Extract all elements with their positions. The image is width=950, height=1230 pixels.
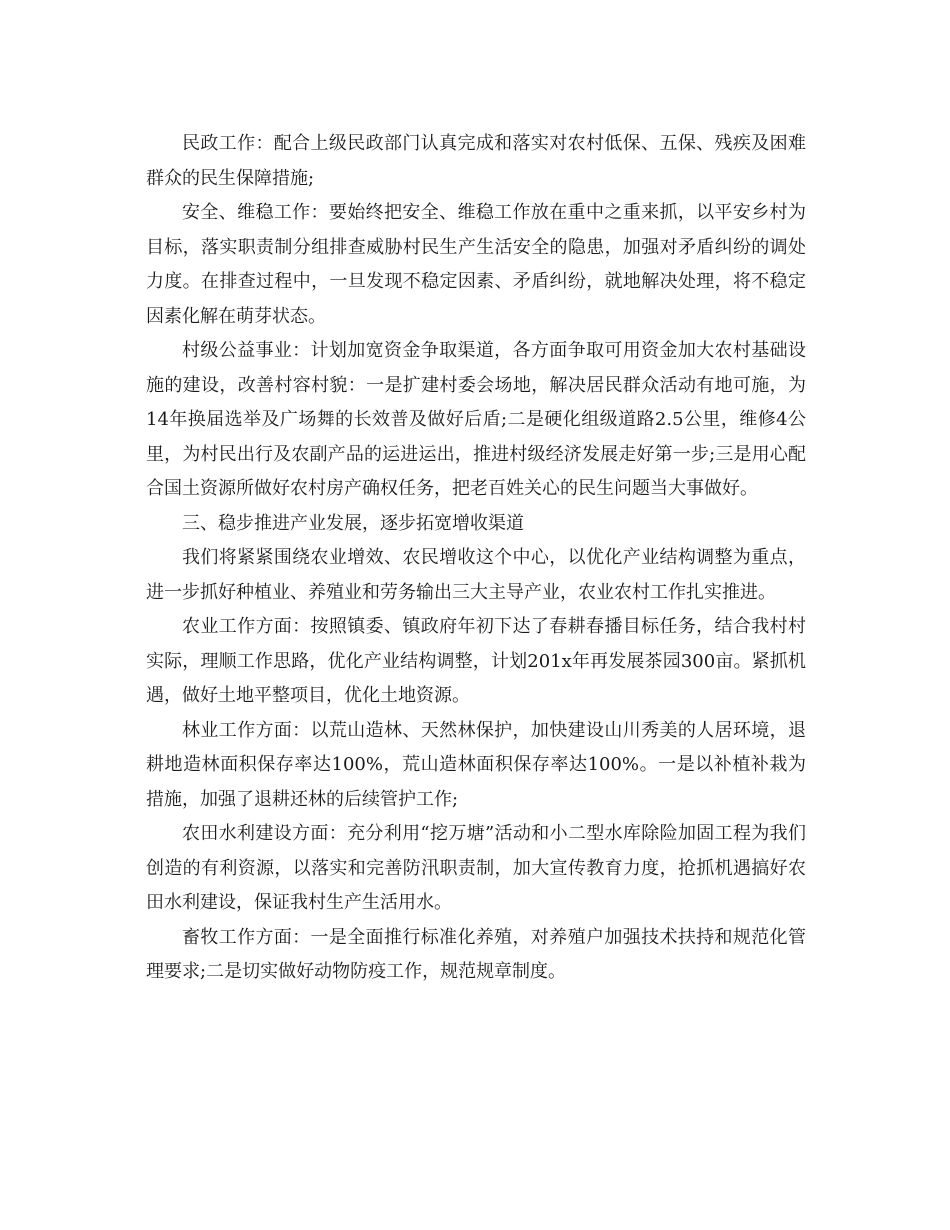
paragraph-water-conservancy: 农田水利建设方面：充分利用“挖万塘”活动和小二型水库除险加固工程为我们创造的有利资源，以落实和完善防汛职责制，加大宣传教育力度，抢抓机遇搞好农田水利建设，保证我村生产生活用水。 — [146, 823, 806, 913]
paragraph-forestry: 林业工作方面：以荒山造林、天然林保护，加快建设山川秀美的人居环境，退耕地造林面积保存率达100%，荒山造林面积保存率达100%。一是以补植补栽为措施，加强了退耕还林的后续管护工作; — [146, 719, 806, 810]
paragraph-village-public-welfare: 村级公益事业：计划加宽资金争取渠道，各方面争取可用资金加大农村基础设施的建设，改善村容村貌：一是扩建村委会场地，解决居民群众活动有地可施，为14年换届选举及广场舞的长效普及做好后盾;二是硬化组级道路2.5公里，维修4公里，为村民出行及农副产品的运进运出，推进村级经济发展走好第一步;三是用心配合国土资源所做好农村房产确权任务，把老百姓关心的民生问题当大事做好。 — [146, 340, 806, 499]
section-heading-industry-development: 三、稳步推进产业发展，逐步拓宽增收渠道 — [182, 512, 524, 534]
paragraph-industry-overview: 我们将紧紧围绕农业增效、农民增收这个中心，以优化产业结构调整为重点，进一步抓好种植业、养殖业和劳务输出三大主导产业，农业农村工作扎实推进。 — [146, 547, 806, 603]
paragraph-safety-stability: 安全、维稳工作：要始终把安全、维稳工作放在重中之重来抓，以平安乡村为目标，落实职责制分组排查威胁村民生产生活安全的隐患，加强对矛盾纠纷的调处力度。在排查过程中，一旦发现不稳定因素、矛盾纠纷，就地解决处理，将不稳定因素化解在萌芽状态。 — [146, 202, 806, 327]
paragraph-agriculture: 农业工作方面：按照镇委、镇政府年初下达了春耕春播目标任务，结合我村村实际，理顺工作思路，优化产业结构调整，计划201x年再发展茶园300亩。紧抓机遇，做好土地平整项目，优化土地资源。 — [146, 616, 806, 706]
paragraph-livestock: 畜牧工作方面：一是全面推行标准化养殖，对养殖户加强技术扶持和规范化管理要求;二是切实做好动物防疫工作，规范规章制度。 — [146, 926, 806, 982]
document-body — [146, 127, 806, 990]
paragraph-civil-affairs: 民政工作：配合上级民政部门认真完成和落实对农村低保、五保、残疾及困难群众的民生保障措施; — [146, 133, 806, 189]
